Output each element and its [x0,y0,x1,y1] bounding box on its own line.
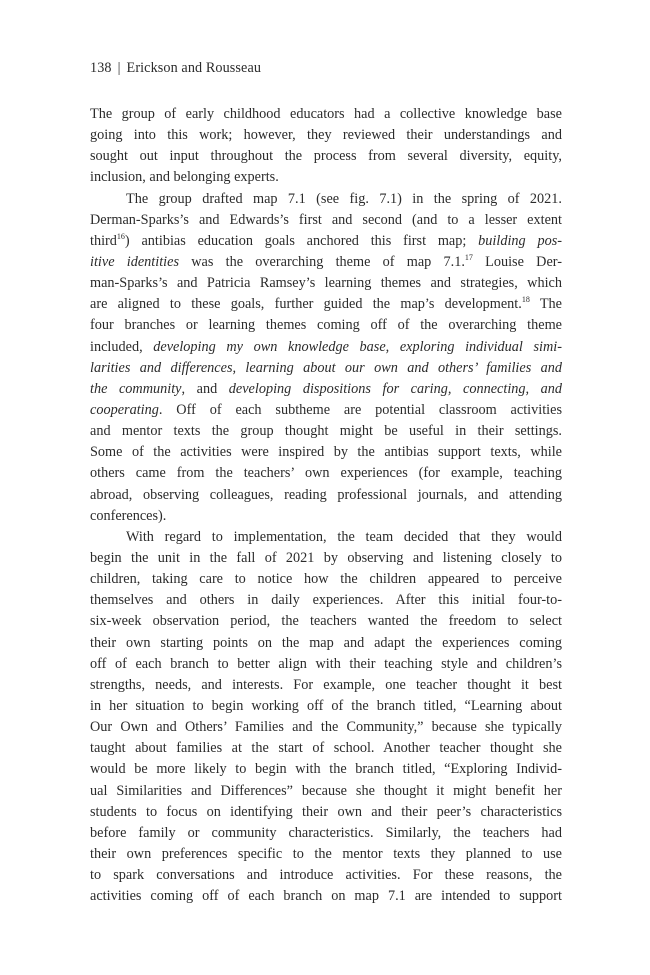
text-line: Our Own and Others’ Families and the Community,” because she typically [90,719,562,736]
text-line: larities and differences, learning about our own and others’ families and [90,359,562,376]
text-line: four branches or learning themes coming off of the overarching theme [90,317,562,334]
text-line: abroad, observing colleagues, reading professional journals, and attending [90,486,562,503]
text-line: before family or community characteristics. Similarly, the teachers had [90,824,562,841]
header-separator: | [117,60,121,76]
text-line: going into this work; however, they reviewed their understandings and [90,127,562,144]
text-line: third$^{16}$) antibias education goals anchored this first map; building pos- [90,231,562,249]
text-line: activities coming off of each branch on map 7.1 are intended to support [90,888,562,905]
text-line: cooperating. Off of each subtheme are potential classroom activities [90,401,562,418]
text-line: and mentor texts the group thought might be useful in their settings. [90,423,562,440]
text-line: their own preferences specific to the mentor texts they planned to use [90,845,562,862]
text-line: students to focus on identifying their own and their peer’s characteristics [90,803,562,820]
body-text [90,104,562,907]
text-line: Derman-Sparks’s and Edwards’s first and second (and to a lesser extent [90,211,562,228]
text-line: taught about families at the start of school. Another teacher thought she [90,740,562,757]
text-line: conferences). [90,507,167,524]
text-line: children, taking care to notice how the children appeared to perceive [90,571,562,588]
text-line: With regard to implementation, the team decided that they would [126,528,562,545]
text-line: strengths, needs, and interests. For example, one teacher thought it best [90,676,562,693]
text-line: begin the unit in the fall of 2021 by observing and listening closely to [90,549,562,566]
text-line: in her situation to begin working off of the branch titled, “Learning about [90,697,562,714]
running-head-authors: Erickson and Rousseau [126,60,262,76]
text-line: sought out input throughout the process from several diversity, equity, [90,148,562,165]
text-line: would be more likely to begin with the branch titled, “Exploring Individ- [90,761,562,778]
text-line: others came from the teachers’ own experiences (for example, teaching [90,465,562,482]
text-line: The group of early childhood educators had a collective knowledge base [90,106,562,122]
running-head [90,60,261,77]
text-line: Some of the activities were inspired by the antibias support texts, while [90,444,562,461]
text-line: themselves and others in daily experiences. After this initial four-to- [90,592,562,609]
text-line: their own starting points on the map and adapt the experiences coming [90,634,562,651]
text-line: itive identities was the overarching theme of map 7.1.17 Louise Der- [90,252,562,270]
text-line: off of each branch to better align with their teaching style and children’s [90,655,562,672]
text-line: to spark conversations and introduce activities. For these reasons, the [90,867,562,884]
text-line: are aligned to these goals, further guided the map’s development.$^{18}$ The [90,295,562,313]
text-line: ual Similarities and Differences” because she thought it might benefit her [90,782,562,799]
text-line: included, developing my own knowledge base, exploring individual simi- [90,338,562,355]
text-line: the community, and developing dispositions for caring, connecting, and [90,380,562,397]
page-number: 138 [90,60,112,76]
text-line: man-Sparks’s and Patricia Ramsey’s learning themes and strategies, which [90,275,562,292]
text-line: The group drafted map 7.1 (see fig. 7.1) in the spring of 2021. [126,190,562,207]
text-line: six-week observation period, the teachers wanted the freedom to select [90,613,562,630]
text-line: inclusion, and belonging experts. [90,169,279,186]
